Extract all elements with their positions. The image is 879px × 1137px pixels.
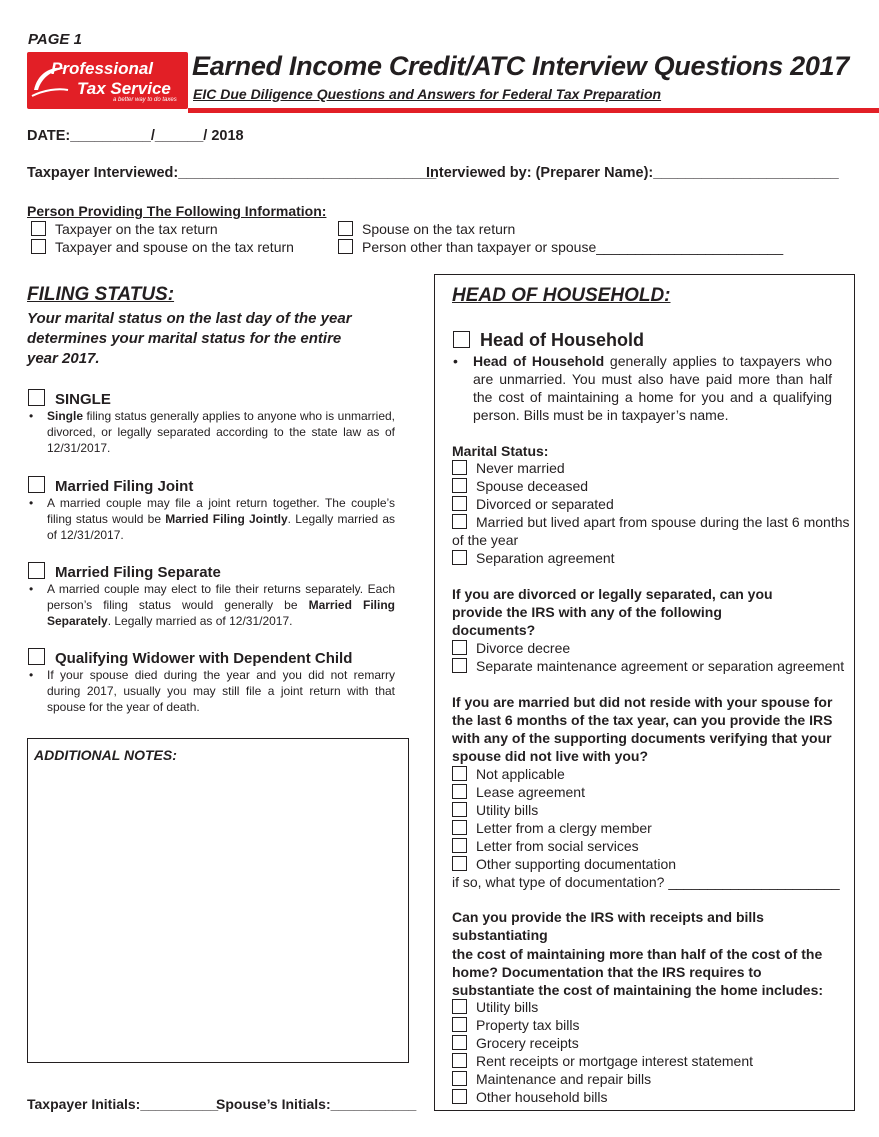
checkbox[interactable] xyxy=(452,658,467,673)
receipts-question-2: the cost of maintaining more than half of the cost of the home? Documentation that the IRS requires to substantiate the cost of maintaining the home includes: xyxy=(452,946,824,998)
checkbox[interactable] xyxy=(452,1071,467,1086)
option-label: Lease agreement xyxy=(476,784,585,800)
checkbox[interactable] xyxy=(452,514,467,529)
checkbox[interactable] xyxy=(452,1017,467,1032)
checkbox[interactable] xyxy=(452,1035,467,1050)
providing-heading: Person Providing The Following Information: xyxy=(27,203,327,219)
option-label: Utility bills xyxy=(476,999,539,1015)
checkbox[interactable] xyxy=(452,460,467,475)
divorced-question: If you are divorced or legally separated, can you provide the IRS with any of the following documents? xyxy=(452,586,773,638)
checkbox[interactable] xyxy=(28,389,45,406)
doc-separation-agreement[interactable] xyxy=(452,657,844,675)
option-label: Maintenance and repair bills xyxy=(476,1071,652,1087)
date-field[interactable]: DATE:__________/______/ 2018 xyxy=(27,128,244,144)
receipts-question-1: Can you provide the IRS with receipts and bills substantiating xyxy=(452,909,764,943)
option-label: Separate maintenance agreement or separation agreement xyxy=(476,658,845,674)
option-label: Qualifying Widower with Dependent Child xyxy=(55,650,353,667)
hoh-description: • Head of Household generally applies to taxpayers who are unmarried. You must also have paid more than half the cost of maintaining a home for you and a qualifying person. Bills must be in taxpayer’s name. xyxy=(453,353,832,423)
checkbox[interactable] xyxy=(452,640,467,655)
checkbox[interactable] xyxy=(31,239,46,254)
taxpayer-initials-field[interactable]: Taxpayer Initials:__________ xyxy=(27,1096,219,1112)
option-label: Property tax bills xyxy=(476,1017,580,1033)
providing-option-spouse[interactable] xyxy=(338,220,515,238)
receipt-maintenance[interactable] xyxy=(452,1070,651,1088)
checkbox[interactable] xyxy=(28,476,45,493)
option-label: SINGLE xyxy=(55,391,111,408)
receipt-other-household[interactable] xyxy=(452,1088,608,1106)
additional-notes-box[interactable] xyxy=(27,738,409,1063)
marital-separation-agreement[interactable] xyxy=(452,549,615,567)
doc-lease-agreement[interactable] xyxy=(452,783,585,801)
doc-utility-bills[interactable] xyxy=(452,801,538,819)
option-label: Married Filing Joint xyxy=(55,478,194,495)
option-label: Taxpayer on the tax return xyxy=(55,221,218,237)
option-label: Not applicable xyxy=(476,766,565,782)
logo-line1: Professional xyxy=(51,59,154,78)
option-label: Letter from social services xyxy=(476,838,639,854)
single-description: • Single filing status generally applies to anyone who is unmarried, divorced, or legally separated according to the state law as of 12/31/2017. xyxy=(47,408,395,456)
option-married-filing-separate[interactable] xyxy=(28,562,221,581)
checkbox[interactable] xyxy=(452,496,467,511)
marital-spouse-deceased[interactable] xyxy=(452,477,588,495)
option-label: Married Filing Separate xyxy=(55,564,221,581)
providing-option-taxpayer-spouse[interactable] xyxy=(31,238,294,256)
checkbox[interactable] xyxy=(28,648,45,665)
checkbox[interactable] xyxy=(452,1053,467,1068)
option-single[interactable] xyxy=(28,389,111,408)
option-married-filing-joint[interactable] xyxy=(28,476,193,495)
doc-not-applicable[interactable] xyxy=(452,765,565,783)
marital-never-married[interactable] xyxy=(452,459,565,477)
header-divider xyxy=(188,108,879,113)
checkbox[interactable] xyxy=(452,550,467,565)
checkbox[interactable] xyxy=(452,766,467,781)
marital-lived-apart[interactable] xyxy=(452,513,850,531)
checkbox[interactable] xyxy=(28,562,45,579)
page-title: Earned Income Credit/ATC Interview Questions 2017 xyxy=(192,51,849,81)
checkbox[interactable] xyxy=(338,239,353,254)
filing-status-heading: FILING STATUS: xyxy=(27,284,175,305)
page-subtitle: EIC Due Diligence Questions and Answers for Federal Tax Preparation xyxy=(193,86,662,102)
checkbox[interactable] xyxy=(452,838,467,853)
page-label: PAGE 1 xyxy=(28,31,82,48)
option-label: Spouse on the tax return xyxy=(362,221,516,237)
additional-notes-heading: ADDITIONAL NOTES: xyxy=(34,747,177,763)
checkbox[interactable] xyxy=(453,331,470,348)
option-label: Utility bills xyxy=(476,802,539,818)
marital-lived-apart-cont: of the year xyxy=(452,532,519,548)
option-label: Spouse deceased xyxy=(476,478,589,494)
option-label: Rent receipts or mortgage interest statement xyxy=(476,1053,754,1069)
option-qualifying-widower[interactable] xyxy=(28,648,352,667)
providing-option-taxpayer[interactable] xyxy=(31,220,218,238)
doc-social-services-letter[interactable] xyxy=(452,837,639,855)
logo-tagline: a better way to do taxes xyxy=(113,97,177,103)
preparer-name-field[interactable]: Interviewed by: (Preparer Name):_______________________ xyxy=(426,165,839,181)
checkbox[interactable] xyxy=(452,478,467,493)
option-label: Grocery receipts xyxy=(476,1035,579,1051)
doc-clergy-letter[interactable] xyxy=(452,819,652,837)
hoh-heading: HEAD OF HOUSEHOLD: xyxy=(452,285,671,306)
receipt-grocery[interactable] xyxy=(452,1034,579,1052)
widower-description: • If your spouse died during the year and you did not remarry during 2017, usually you may still file a joint return with that spouse for the year of death. xyxy=(47,667,395,715)
providing-option-other[interactable] xyxy=(338,238,783,256)
receipt-rent-mortgage[interactable] xyxy=(452,1052,753,1070)
option-label: Taxpayer and spouse on the tax return xyxy=(55,239,294,255)
option-label: Divorced or separated xyxy=(476,496,614,512)
company-logo xyxy=(27,52,188,109)
checkbox[interactable] xyxy=(452,999,467,1014)
receipt-property-tax[interactable] xyxy=(452,1016,579,1034)
mfj-description: • A married couple may file a joint return together. The couple’s filing status would be Married Filing Jointly. Legally married as of 12/31/2017. xyxy=(47,495,395,543)
checkbox[interactable] xyxy=(338,221,353,236)
marital-status-heading: Marital Status: xyxy=(452,443,549,459)
option-label: Separation agreement xyxy=(476,550,615,566)
checkbox[interactable] xyxy=(452,802,467,817)
option-label: Other supporting documentation xyxy=(476,856,677,872)
option-head-of-household[interactable] xyxy=(453,330,644,351)
checkbox[interactable] xyxy=(452,856,467,871)
marital-divorced[interactable] xyxy=(452,495,614,513)
logo-line2: Tax Service xyxy=(77,79,171,98)
option-label: Never married xyxy=(476,460,565,476)
option-label: Letter from a clergy member xyxy=(476,820,652,836)
option-label: Divorce decree xyxy=(476,640,571,656)
married-apart-question: If you are married but did not reside with your spouse for the last 6 months of the tax year, can you provide the IRS with any of the supporting documents verifying that your spouse did not live with you? xyxy=(452,694,833,764)
filing-status-intro: Your marital status on the last day of the year determines your marital status for the entire year 2017. xyxy=(27,310,352,367)
checkbox[interactable] xyxy=(31,221,46,236)
doc-divorce-decree[interactable] xyxy=(452,639,570,657)
option-label: Married but lived apart from spouse during the last 6 months xyxy=(476,514,850,530)
doc-other-supporting[interactable] xyxy=(452,855,676,873)
receipt-utility-bills[interactable] xyxy=(452,998,538,1016)
checkbox[interactable] xyxy=(452,820,467,835)
spouse-initials-field[interactable]: Spouse’s Initials:___________ xyxy=(216,1096,417,1112)
option-label: Person other than taxpayer or spouse________________________ xyxy=(362,239,784,255)
option-label: Other household bills xyxy=(476,1089,608,1105)
checkbox[interactable] xyxy=(452,784,467,799)
doc-type-field[interactable]: if so, what type of documentation? ______________________ xyxy=(452,874,840,890)
option-label: Head of Household xyxy=(480,330,645,350)
taxpayer-interviewed-field[interactable]: Taxpayer Interviewed:________________________________ xyxy=(27,165,437,181)
mfs-description: • A married couple may elect to file their returns separately. Each person’s filing status would generally be Married Filing Separately. Legally married as of 12/31/2017. xyxy=(47,581,395,629)
checkbox[interactable] xyxy=(452,1089,467,1104)
